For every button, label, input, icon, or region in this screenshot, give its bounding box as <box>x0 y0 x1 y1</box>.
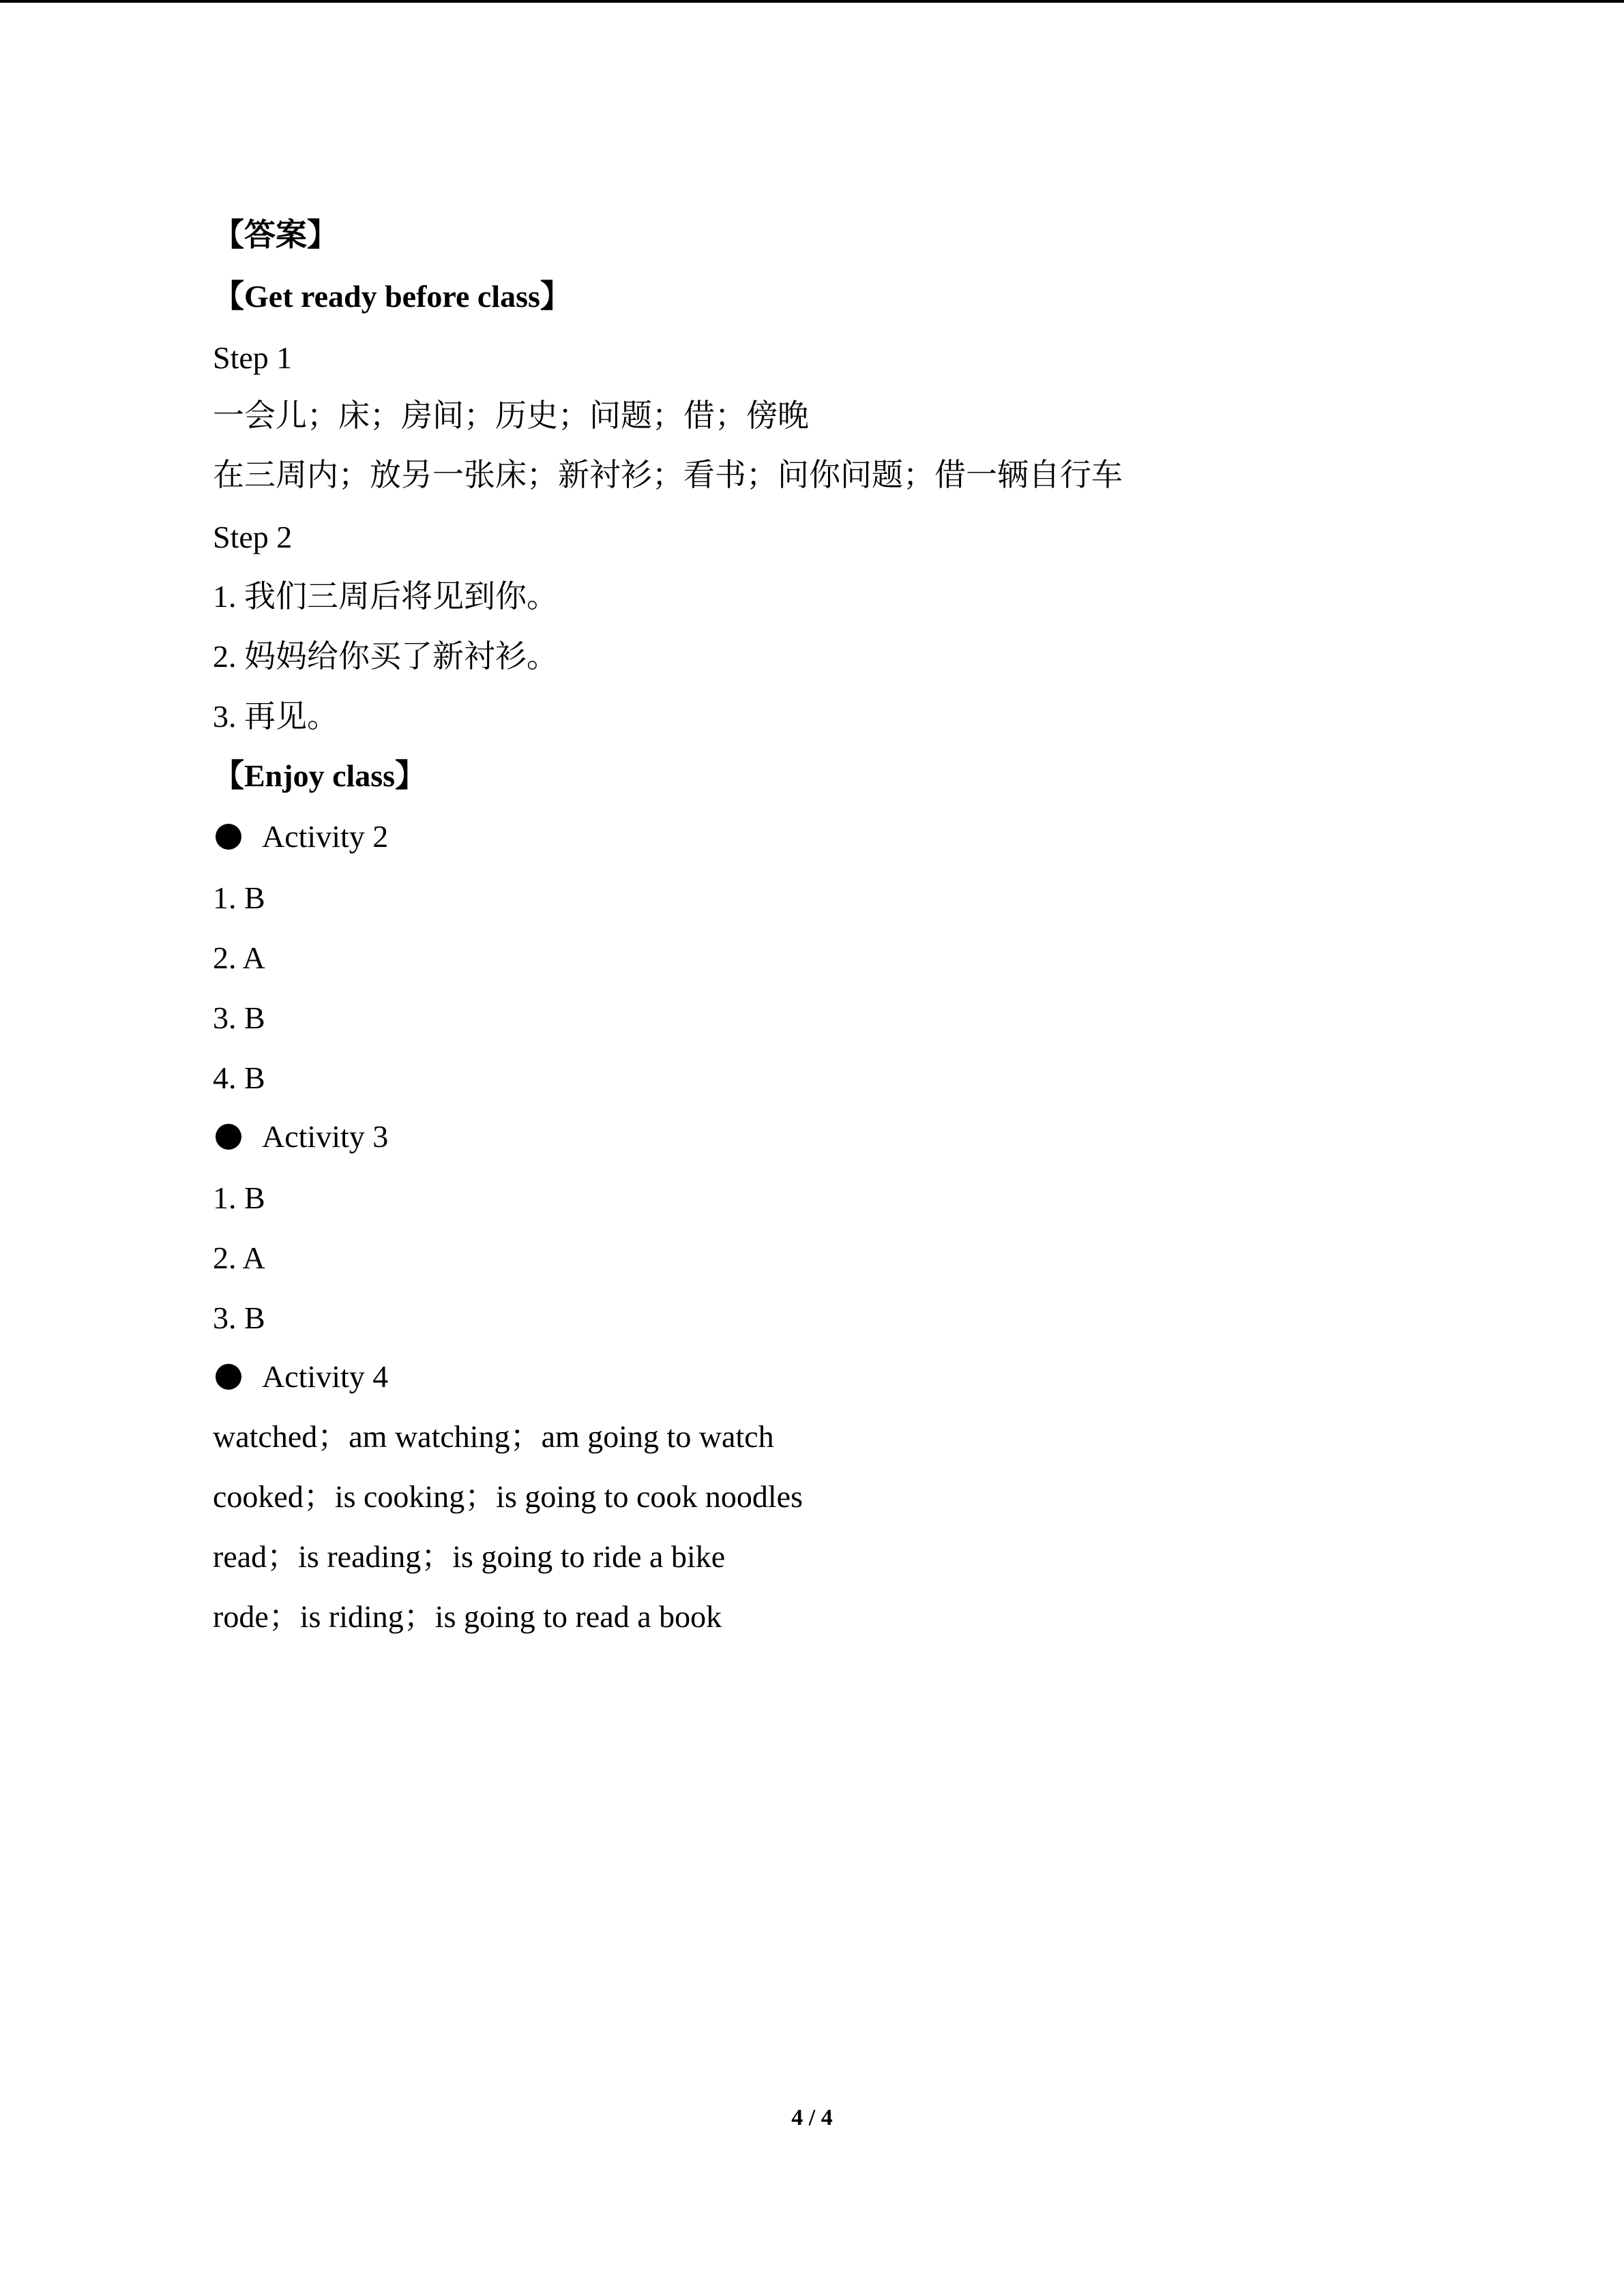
section-enjoy-heading: 【Enjoy class】 <box>213 758 427 793</box>
activity2-title: Activity 2 <box>262 819 389 854</box>
section-get-ready-heading: 【Get ready before class】 <box>213 279 572 314</box>
step1-phrases-line: 在三周内；放另一张床；新衬衫；看书；问你问题；借一辆自行车 <box>213 458 1123 492</box>
activity4-line: read；is reading；is going to ride a bike <box>213 1539 726 1574</box>
step2-item: 2. 妈妈给你买了新衬衫。 <box>213 639 558 674</box>
step2-item: 3. 再见。 <box>213 699 338 734</box>
page-number: 4 / 4 <box>791 2105 833 2130</box>
activity2-answer: 3. B <box>213 1000 265 1035</box>
answer-heading: 【答案】 <box>213 218 338 252</box>
activity2-answer: 1. B <box>213 880 265 915</box>
step2-label: Step 2 <box>213 520 293 554</box>
activity4-line: rode；is riding；is going to read a book <box>213 1599 722 1634</box>
activity3-answer: 3. B <box>213 1300 265 1335</box>
activity2-answer: 2. A <box>213 940 265 975</box>
activity4-title: Activity 4 <box>262 1359 389 1394</box>
step2-item: 1. 我们三周后将见到你。 <box>213 579 558 614</box>
activity2-answer: 4. B <box>213 1060 265 1095</box>
activity3-answer: 1. B <box>213 1180 265 1215</box>
top-border <box>0 0 1624 3</box>
activity4-line: watched；am watching；am going to watch <box>213 1419 774 1454</box>
step1-label: Step 1 <box>213 340 293 375</box>
step1-vocab-line: 一会儿；床；房间；历史；问题；借；傍晚 <box>213 398 809 433</box>
activity4-heading <box>213 1356 388 1397</box>
activity4-line: cooked；is cooking；is going to cook noodles <box>213 1479 803 1514</box>
activity3-heading <box>213 1116 388 1157</box>
bullet-icon <box>216 1124 241 1150</box>
bullet-icon <box>216 824 241 850</box>
activity3-title: Activity 3 <box>262 1119 389 1154</box>
activity2-heading <box>213 816 388 857</box>
activity3-answer: 2. A <box>213 1240 265 1275</box>
bullet-icon <box>216 1364 241 1390</box>
